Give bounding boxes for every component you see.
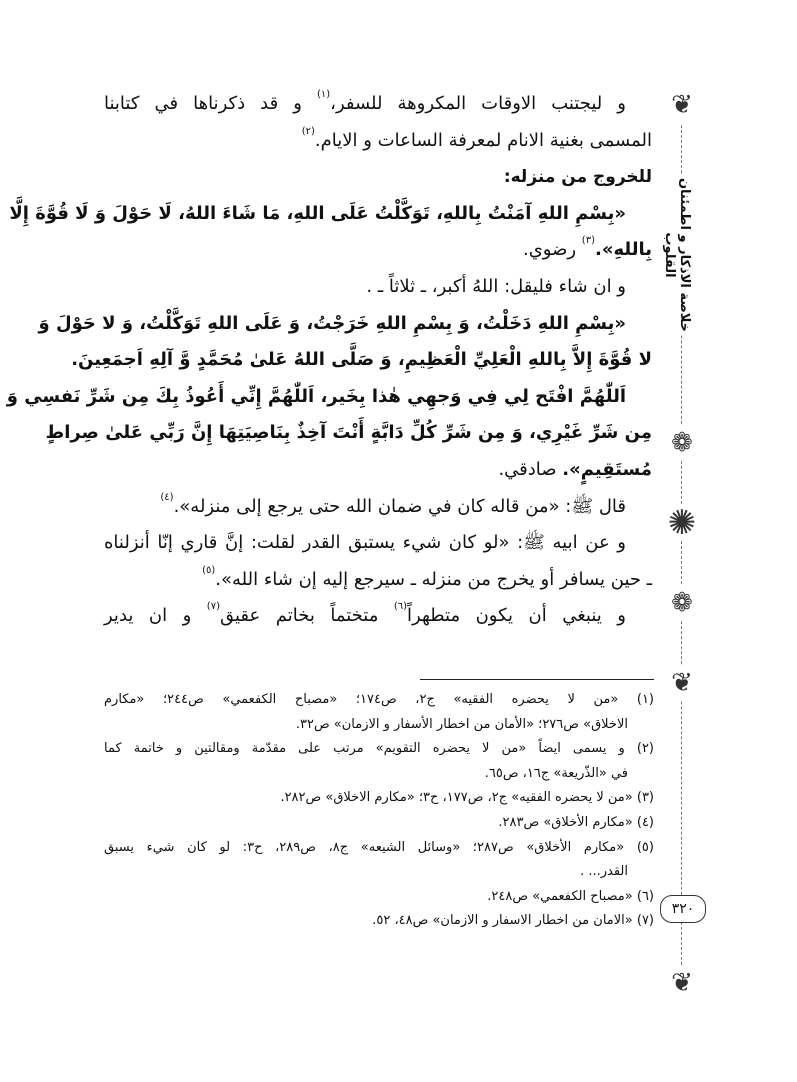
flourish-ornament-icon: ❦ xyxy=(664,665,700,701)
text: قال ﷺ: «من قاله كان في ضمان الله حتى يرجع إلى منزله». xyxy=(173,495,626,517)
prayer-line: «بِسْمِ اللهِ دَخَلْتُ، وَ بِسْمِ اللهِ خَرَجْتُ، وَ عَلَى اللهِ تَوَكَّلْتُ، وَ لا حَوْلَ وَ xyxy=(38,312,626,334)
prayer-line: «بِسْمِ اللهِ آمَنْتُ بِاللهِ، تَوَكَّلْتُ عَلَى اللهِ، مَا شَاءَ اللهُ، لَا حَوْلَ وَ لَا قُوَّةَ إِلَّا xyxy=(9,202,626,224)
text: و قد ذكرناها في كتابنا xyxy=(104,93,317,114)
footnote-continuation: في «الذّريعة» ج١٦، ص٦٥. xyxy=(484,765,628,781)
text-line xyxy=(104,86,652,123)
text: المسمى بغنية الانام لمعرفة الساعات و الايام. xyxy=(314,129,652,151)
footnote: (٢) و يسمى ايضاً «من لا يحضره التقويم» مرتب على مقدّمة ومقالتين و خاتمة كما xyxy=(104,741,654,757)
text: و ينبغي أن يكون متطهراً xyxy=(407,605,626,627)
text-line xyxy=(104,452,652,489)
footnote-ref: (٦) xyxy=(393,601,408,613)
text: متختماً بخاتم عقيق xyxy=(219,605,394,627)
footnote-continuation: الاخلاق» ص٢٧٦؛ «الأمان من اخطار الأسفار و الازمان» ص٣٢. xyxy=(295,716,628,732)
footnote-ref: (١) xyxy=(316,89,331,100)
footnote: (٦) «مصباح الكفعمي» ص٢٤٨. xyxy=(487,888,654,904)
footnote-ref: (٢) xyxy=(301,125,315,137)
prayer-text: مُستَقِيمٍ». xyxy=(562,458,652,480)
body-text xyxy=(6,86,652,635)
text-line xyxy=(104,562,652,599)
source-label: صادقي. xyxy=(498,458,563,480)
footnote-separator xyxy=(420,679,654,680)
text-line xyxy=(104,598,652,635)
text-line xyxy=(104,123,652,160)
rosette-ornament-icon: ❁ xyxy=(664,425,700,461)
source-label: رضوي. xyxy=(522,239,582,261)
text-line: و ان شاء فليقل: اللهُ أكبر، ـ ثلاثاً ـ . xyxy=(366,275,626,297)
footnote-ref: (٥) xyxy=(202,564,216,576)
text: ـ حين يسافر أو يخرج من منزله ـ سيرجع إليه إن شاء الله». xyxy=(215,568,652,590)
footnote-continuation: القدر... . xyxy=(580,864,628,880)
star-ornament-icon: ✺ xyxy=(664,505,700,541)
prayer-line: مِن شَرِّ غَيْرِي، وَ مِن شَرِّ كُلِّ دَابَّةٍ أَنْتَ آخِذٌ بِنَاصِيَتِهَا إِنَّ رَبِّي عَلىٰ صِراطٍ xyxy=(45,422,652,444)
footnote: (٧) «الامان من اخطار الاسفار و الازمان» ص٤٨، ٥٢. xyxy=(372,913,654,929)
flourish-ornament-icon: ❦ xyxy=(664,965,700,1001)
text-line: و عن ابيه ﷺ: «لو كان شيء يستبق القدر لقلت: إنَّ قاري إنّا أنزلناه xyxy=(104,532,626,554)
page-number: ٣٢٠ xyxy=(660,895,706,923)
margin-ornament-column xyxy=(662,90,697,1005)
prayer-line: لا قُوَّةَ إِلاَّ بِاللهِ الْعَلِيِّ الْعَظِيمِ، وَ صَلَّى اللهُ عَلىٰ مُحَمَّدٍ وَّ آلِهِ اَجمَعِينَ. xyxy=(71,349,652,371)
running-title: خلاصة الاذكار و اطمئنان القلوب xyxy=(672,175,692,335)
footnote-ref: (٧) xyxy=(206,601,220,613)
footnote: (٥) «مكارم الأخلاق» ص٢٨٧؛ «وسائل الشيعه» ج٨، ص٢٨٩، ح٣: لو كان شيء يسبق xyxy=(104,839,654,855)
prayer-line: اَللّٰهُمَّ افْتَح لِي فِي وَجهِي هٰذا بِخَير، اَللّٰهُمَّ إِنِّي أَعُوذُ بِكَ مِن شَرِّ نَفسِي وَ xyxy=(6,385,626,407)
rosette-ornament-icon: ❁ xyxy=(664,585,700,621)
footnote-ref: (٤) xyxy=(160,491,174,503)
flourish-ornament-icon: ❦ xyxy=(664,87,700,123)
prayer-text: بِاللهِ». xyxy=(594,239,652,261)
text: و ليجتنب الاوقات المكروهة للسفر، xyxy=(330,93,627,114)
text-line xyxy=(104,489,652,526)
footnote: (٤) «مكارم الأخلاق» ص٢٨٣. xyxy=(498,814,654,830)
footnotes xyxy=(104,688,654,934)
footnote-ref: (٣) xyxy=(581,235,595,247)
text-line xyxy=(104,232,652,269)
section-heading: للخروج من منزله: xyxy=(503,167,652,188)
text: و ان يدير xyxy=(104,605,207,627)
footnote: (١) «من لا يحضره الفقيه» ج٢، ص١٧٤؛ «مصباح الكفعمي» ص٢٤٤؛ «مكارم xyxy=(104,692,654,707)
footnote: (٣) «من لا يحضره الفقيه» ج٢، ص١٧٧، ح٣؛ «مكارم الاخلاق» ص٢٨٢. xyxy=(280,790,654,806)
